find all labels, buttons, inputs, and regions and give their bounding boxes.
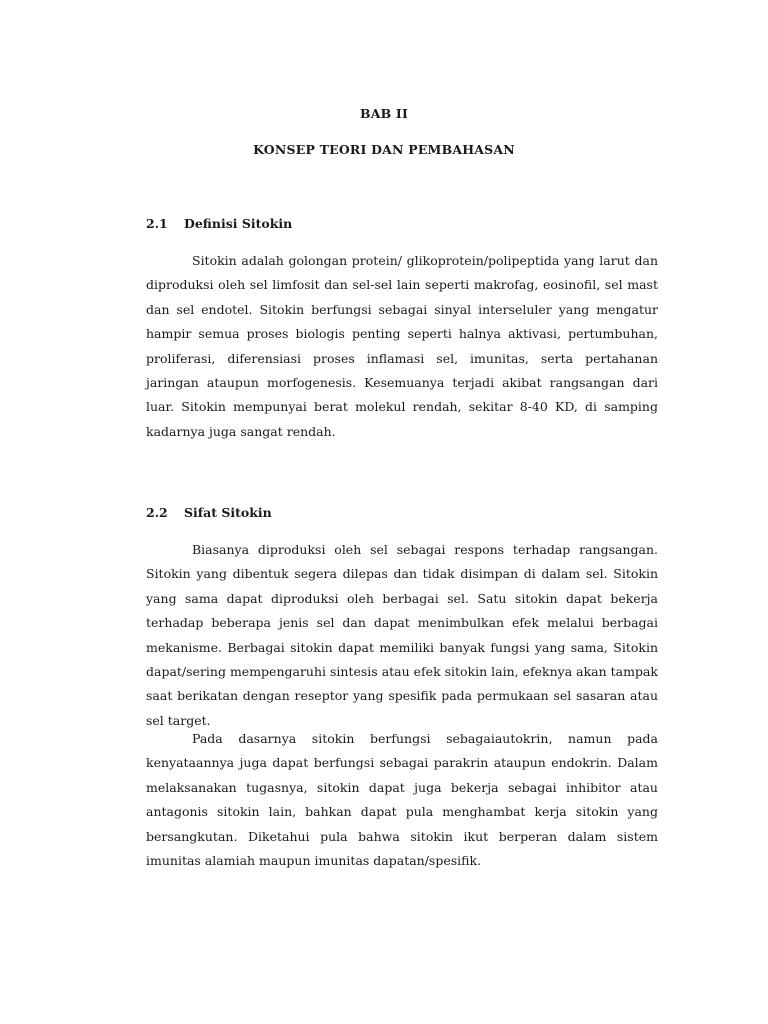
section-heading-2-1 — [146, 216, 292, 231]
section-number: 2.2 — [146, 505, 168, 520]
section-title: Definisi Sitokin — [184, 216, 293, 231]
paragraph-sifat-sitokin-2: Pada dasarnya sitokin berfungsi sebagaiautokrin, namun pada kenyataannya juga dapat berfungsi sebagai parakrin ataupun endokrin. Dalam melaksanakan tugasnya, sitokin dapat juga bekerja sebagai inhibitor atau antagonis sitokin lain, bahkan dapat pula menghambat kerja sitokin yang bersangkutan. Diketahui pula bahwa sitokin ikut berperan dalam sistem imunitas alamiah maupun imunitas dapatan/spesifik. — [146, 731, 658, 869]
chapter-number: BAB II — [359, 106, 409, 121]
section-heading-2-2 — [146, 505, 272, 520]
paragraph-sifat-sitokin-1: Biasanya diproduksi oleh sel sebagai respons terhadap rangsangan. Sitokin yang dibentuk segera dilepas dan tidak disimpan di dalam sel. Sitokin yang sama dapat diproduksi oleh berbagai sel. Satu sitokin dapat bekerja terhadap beberapa jenis sel dan dapat menimbulkan efek melalui berbagai mekanisme. Berbagai sitokin dapat memiliki banyak fungsi yang sama, Sitokin dapat/sering mempengaruhi sintesis atau efek sitokin lain, efeknya akan tampak saat berikatan dengan reseptor yang spesifik pada permukaan sel sasaran atau sel target. — [146, 542, 659, 728]
paragraph-definisi-sitokin: Sitokin adalah golongan protein/ glikoprotein/polipeptida yang larut dan diproduksi oleh sel limfosit dan sel-sel lain seperti makrofag, eosinofil, sel mast dan sel endotel. Sitokin berfungsi sebagai sinyal interseluler yang mengatur hampir semua proses biologis penting seperti halnya aktivasi, pertumbuhan, proliferasi, diferensiasi proses inflamasi sel, imunitas, serta pertahanan jaringan ataupun morfogenesis. Kesemuanya terjadi akibat rangsangan dari luar. Sitokin mempunyai berat molekul rendah, sekitar 8-40 KD, di samping kadarnya juga sangat rendah. — [146, 253, 658, 439]
section-number: 2.1 — [146, 216, 168, 231]
section-title: Sifat Sitokin — [184, 505, 272, 520]
chapter-title: KONSEP TEORI DAN PEMBAHASAN — [253, 142, 515, 157]
